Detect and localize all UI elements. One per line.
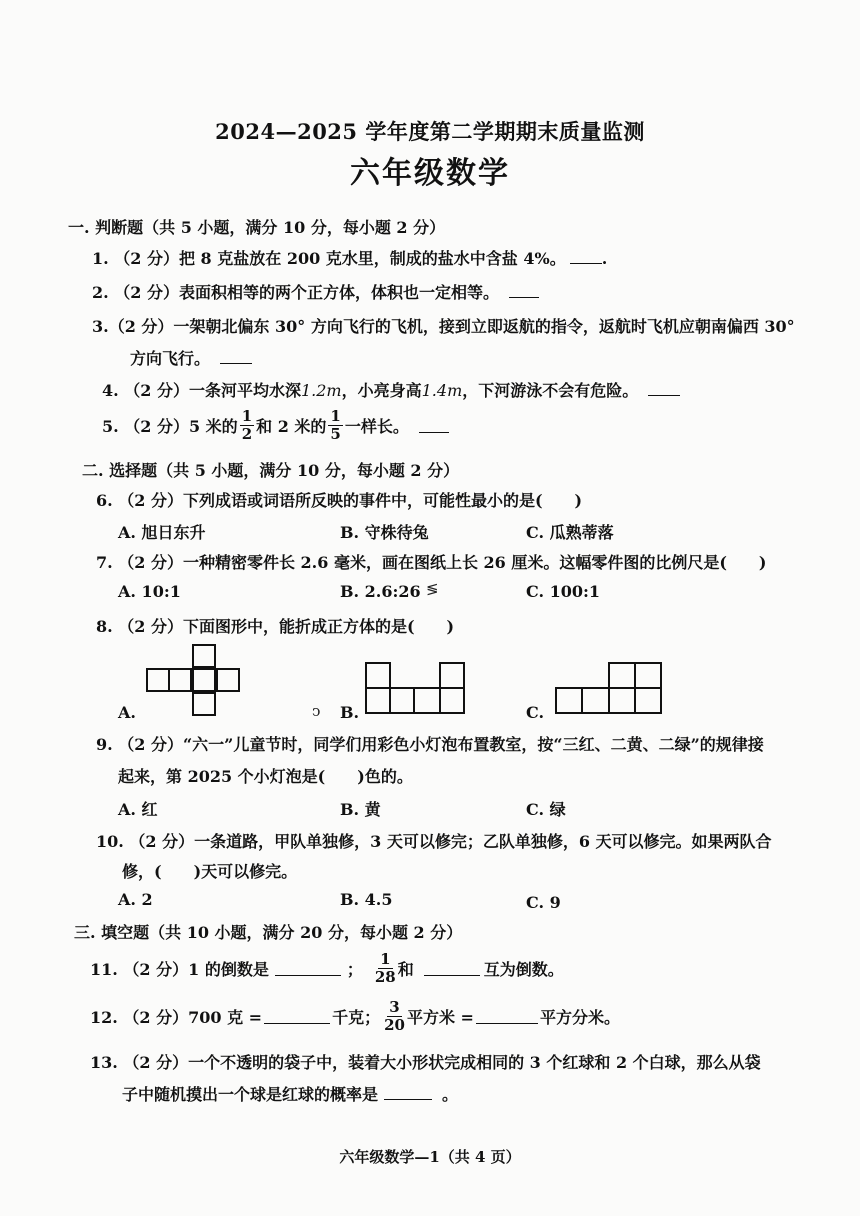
question-3-line-2 [130, 346, 252, 369]
fraction-denominator: 28 [374, 967, 396, 986]
question-4-height: 1.4m [421, 381, 463, 400]
answer-blank[interactable] [275, 961, 341, 976]
question-4 [102, 378, 680, 401]
answer-blank[interactable] [384, 1085, 432, 1100]
net-square [634, 687, 662, 714]
net-square [365, 687, 391, 714]
net-square [192, 692, 216, 716]
answer-blank [220, 349, 252, 364]
fraction-numerator: 3 [389, 997, 400, 1016]
net-square [168, 668, 192, 692]
question-9-option-a[interactable]: A. 红 [118, 800, 158, 819]
cube-net-b[interactable] [365, 662, 465, 716]
question-11-text-b: ； [346, 959, 363, 979]
fraction-one-twenty-eighth [375, 951, 396, 986]
question-2-text: 2. （2 分）表面积相等的两个正方体，体积也一定相等。 [92, 283, 499, 302]
question-7-option-c[interactable]: C. 100:1 [526, 582, 601, 601]
question-11 [90, 946, 564, 990]
net-square [439, 687, 465, 714]
question-6-option-b[interactable]: B. 守株待兔 [340, 523, 429, 542]
answer-blank [570, 249, 602, 264]
fraction-numerator: 1 [241, 407, 253, 425]
question-9-line-2: 起来，第 2025 个小灯泡是( )色的。 [118, 767, 413, 786]
question-10-option-b[interactable]: B. 4.5 [340, 890, 393, 909]
net-square [608, 662, 636, 689]
question-12 [90, 994, 620, 1038]
question-13-line-1: 13. （2 分）一个不透明的袋子中，装着大小形状完成相同的 3 个红球和 2 个白球，那么从袋 [90, 1053, 761, 1072]
question-4-depth: 1.2m [300, 381, 342, 400]
cube-net-a[interactable] [146, 644, 242, 716]
question-3-text: 方向飞行。 [130, 349, 211, 368]
net-square [581, 687, 610, 714]
question-8: 8. （2 分）下面图形中，能折成正方体的是( ) [96, 617, 455, 636]
net-square [413, 687, 441, 714]
question-11-text-c: 和 [397, 959, 414, 979]
fraction-one-half [240, 408, 254, 443]
net-square [555, 687, 583, 714]
fraction-three-twentieths [384, 999, 405, 1034]
question-8-option-b[interactable]: B. [340, 703, 360, 722]
question-10-option-c[interactable]: C. 9 [526, 893, 561, 912]
fraction-denominator: 2 [241, 425, 253, 443]
cube-net-c[interactable] [555, 662, 662, 716]
net-square [146, 668, 170, 692]
question-4-text-b: ，小亮身高 [341, 381, 422, 400]
net-square [608, 687, 636, 714]
question-5-text-c: 一样长。 [344, 417, 409, 436]
question-13-line-2 [122, 1082, 458, 1105]
question-7-option-a[interactable]: A. 10:1 [118, 582, 181, 601]
question-9-option-b[interactable]: B. 黄 [340, 800, 381, 819]
net-square [389, 687, 415, 714]
exam-title: 2024—2025 学年度第二学期期末质量监测 [215, 119, 645, 144]
question-12-text-b: 千克； [332, 1007, 381, 1027]
section-3-heading: 三. 填空题（共 10 小题，满分 20 分，每小题 2 分） [74, 923, 463, 942]
pencil-mark: ≶ [426, 580, 439, 598]
question-4-text-c: ，下河游泳不会有危险。 [462, 381, 639, 400]
question-12-text-a: 12. （2 分）700 克 = [90, 1007, 263, 1027]
question-10-option-a[interactable]: A. 2 [118, 890, 153, 909]
question-10-line-1: 10. （2 分）一条道路，甲队单独修，3 天可以修完；乙队单独修，6 天可以修完。如果两队合 [96, 832, 772, 851]
fraction-numerator: 1 [330, 407, 341, 425]
section-2-heading: 二. 选择题（共 5 小题，满分 10 分，每小题 2 分） [82, 461, 460, 480]
net-square [216, 668, 240, 692]
question-10-line-2: 修，( )天可以修完。 [122, 862, 298, 881]
question-8-option-a[interactable]: A. [118, 703, 136, 722]
question-6: 6. （2 分）下列成语或词语所反映的事件中，可能性最小的是( ) [96, 491, 583, 510]
fraction-denominator: 5 [330, 425, 341, 443]
net-square [365, 662, 391, 689]
fraction-denominator: 20 [384, 1015, 405, 1034]
question-5-text-b: 和 2 米的 [256, 417, 327, 436]
question-13-end: 。 [442, 1085, 459, 1104]
question-6-option-c[interactable]: C. 瓜熟蒂落 [526, 523, 614, 542]
fraction-numerator: 1 [380, 949, 391, 968]
question-5 [102, 408, 449, 443]
question-8-option-c[interactable]: C. [526, 703, 545, 722]
net-square [192, 644, 216, 668]
question-9-line-1: 9. （2 分）“六一”儿童节时，同学们用彩色小灯泡布置教室，按“三红、二黄、二绿”的规律接 [96, 735, 764, 754]
question-4-text-a: 4. （2 分）一条河平均水深 [102, 381, 301, 400]
answer-blank [509, 283, 539, 298]
answer-blank[interactable] [264, 1009, 330, 1024]
question-6-option-a[interactable]: A. 旭日东升 [118, 523, 206, 542]
answer-blank [419, 418, 449, 433]
pencil-mark: ↄ [312, 702, 321, 720]
question-1-text: 1. （2 分）把 8 克盐放在 200 克水里，制成的盐水中含盐 4%。 [92, 249, 566, 268]
question-9-option-c[interactable]: C. 绿 [526, 800, 566, 819]
subject-title: 六年级数学 [350, 156, 510, 191]
question-13-text: 子中随机摸出一个球是红球的概率是 [122, 1085, 379, 1104]
answer-blank[interactable] [476, 1009, 538, 1024]
question-1 [92, 246, 607, 269]
page-footer: 六年级数学—1（共 4 页） [339, 1148, 521, 1166]
question-1-end: . [601, 249, 608, 268]
answer-blank[interactable] [424, 961, 480, 976]
question-12-text-d: 平方分米。 [539, 1007, 620, 1027]
net-square [439, 662, 465, 689]
question-7: 7. （2 分）一种精密零件长 2.6 毫米，画在图纸上长 26 厘米。这幅零件图的比例尺是( ) [96, 553, 767, 572]
net-square [192, 668, 216, 692]
fraction-one-fifth [328, 408, 342, 443]
question-2 [92, 280, 539, 303]
question-11-text-d: 互为倒数。 [483, 959, 564, 979]
answer-blank [648, 381, 680, 396]
question-5-text-a: 5. （2 分）5 米的 [102, 417, 238, 436]
question-7-option-b[interactable]: B. 2.6:26 [340, 582, 421, 601]
question-12-text-c: 平方米 = [406, 1007, 474, 1027]
net-square [634, 662, 662, 689]
question-11-text-a: 11. （2 分）1 的倒数是 [90, 959, 269, 979]
question-3-line-1: 3.（2 分）一架朝北偏东 30° 方向飞行的飞机，接到立即返航的指令，返航时飞机应朝南偏西 30° [92, 317, 795, 336]
section-1-heading: 一. 判断题（共 5 小题，满分 10 分，每小题 2 分） [68, 218, 446, 237]
